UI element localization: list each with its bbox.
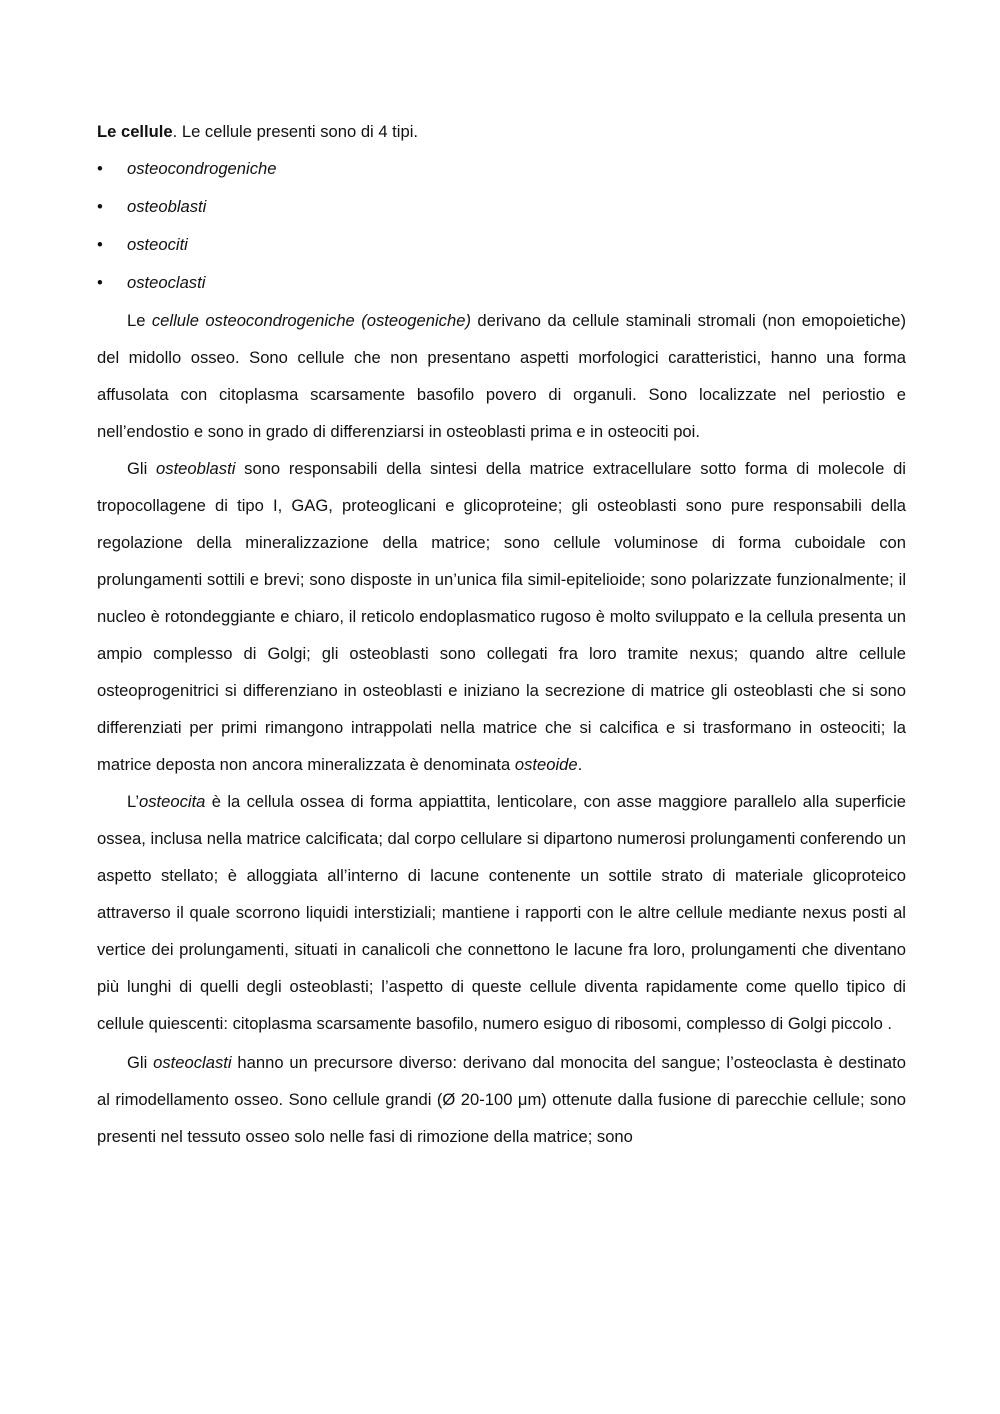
bullet-icon: •: [97, 235, 103, 254]
paragraph-text: Le: [127, 311, 152, 330]
cell-type-list: [97, 150, 906, 302]
paragraph-osteocita: [97, 783, 906, 1042]
paragraph-osteocondrogeniche: [97, 302, 906, 450]
paragraph-italic-term: osteoclasti: [153, 1053, 232, 1072]
list-item-label: osteociti: [127, 235, 188, 254]
paragraph-text: .: [577, 755, 583, 774]
paragraph-text: derivano da cellule staminali stromali (non emopoietiche) del midollo osseo. Sono cellule che non presentano aspetti morfologici caratteristici, hanno una forma affusolata con citoplasma scarsamente basofilo povero di organuli. Sono localizzate nel periostio e nell’endostio e sono in grado di differenziarsi in osteoblasti prima e in osteociti poi.: [97, 311, 906, 441]
paragraph-osteoblasti: [97, 450, 906, 783]
paragraph-text: è la cellula ossea di forma appiattita, lenticolare, con asse maggiore parallelo alla superficie ossea, inclusa nella matrice calcificata; dal corpo cellulare si dipartono numerosi prolungamenti conferendo un aspetto stellato; è alloggiata all’interno di lacune contenente un sottile strato di materiale glicoproteico attraverso il quale scorrono liquidi interstiziali; mantiene i rapporti con le altre cellule mediante nexus posti al vertice dei prolungamenti, situati in canalicoli che connettono le lacune fra loro, prolungamenti che diventano più lunghi di quelli degli osteoblasti; l’aspetto di queste cellule diventa rapidamente come quello tipico di cellule quiescenti: citoplasma scarsamente basofilo, numero esiguo di ribosomi, complesso di Golgi piccolo .: [97, 792, 906, 1033]
bullet-icon: •: [97, 197, 103, 216]
list-item: [97, 226, 906, 264]
list-item-label: osteoclasti: [127, 273, 206, 292]
paragraph-text: Gli: [127, 1053, 154, 1072]
paragraph-osteoclasti: [97, 1044, 906, 1155]
paragraph-text: Gli: [127, 459, 157, 478]
list-item-label: osteoblasti: [127, 197, 207, 216]
paragraph-italic-term: osteoide: [514, 755, 578, 774]
paragraph-text: sono responsabili della sintesi della matrice extracellulare sotto forma di molecole di tropocollagene di tipo I, GAG, proteoglicani e glicoproteine; gli osteoblasti sono pure responsabili della regolazione della mineralizzazione della matrice; sono cellule voluminose di forma cuboidale con prolungamenti sottili e brevi; sono disposte in un’unica fila simil-epitelioide; sono polarizzate funzionalmente; il nucleo è rotondeggiante e chiaro, il reticolo endoplasmatico rugoso è molto sviluppato e la cellula presenta un ampio complesso di Golgi; gli osteoblasti sono collegati fra loro tramite nexus; quando altre cellule osteoprogenitrici si differenziano in osteoblasti e iniziano la secrezione di matrice gli osteoblasti che si sono differenziati per primi rimangono intrappolati nella matrice che si calcifica e si trasformano in osteociti; la matrice deposta non ancora mineralizzata è denominata: [97, 459, 906, 774]
bullet-icon: •: [97, 273, 103, 292]
paragraph-italic-term: osteoblasti: [156, 459, 236, 478]
paragraph-text: L’: [127, 792, 139, 811]
intro-heading: Le cellule: [97, 122, 173, 141]
list-item: [97, 264, 906, 302]
list-item-label: osteocondrogeniche: [127, 159, 277, 178]
bullet-icon: •: [97, 159, 103, 178]
list-item: [97, 150, 906, 188]
intro-line: [97, 113, 906, 150]
document-body: [97, 113, 906, 1155]
paragraph-italic-term: osteocita: [139, 792, 206, 811]
list-item: [97, 188, 906, 226]
paragraph-text: hanno un precursore diverso: derivano dal monocita del sangue; l’osteoclasta è destinato al rimodellamento osseo. Sono cellule grandi (Ø 20-100 μm) ottenute dalla fusione di parecchie cellule; sono presenti nel tessuto osseo solo nelle fasi di rimozione della matrice; sono: [97, 1053, 906, 1146]
paragraph-italic-term: cellule osteocondrogeniche (osteogeniche): [151, 311, 471, 330]
intro-text: . Le cellule presenti sono di 4 tipi.: [172, 122, 419, 141]
